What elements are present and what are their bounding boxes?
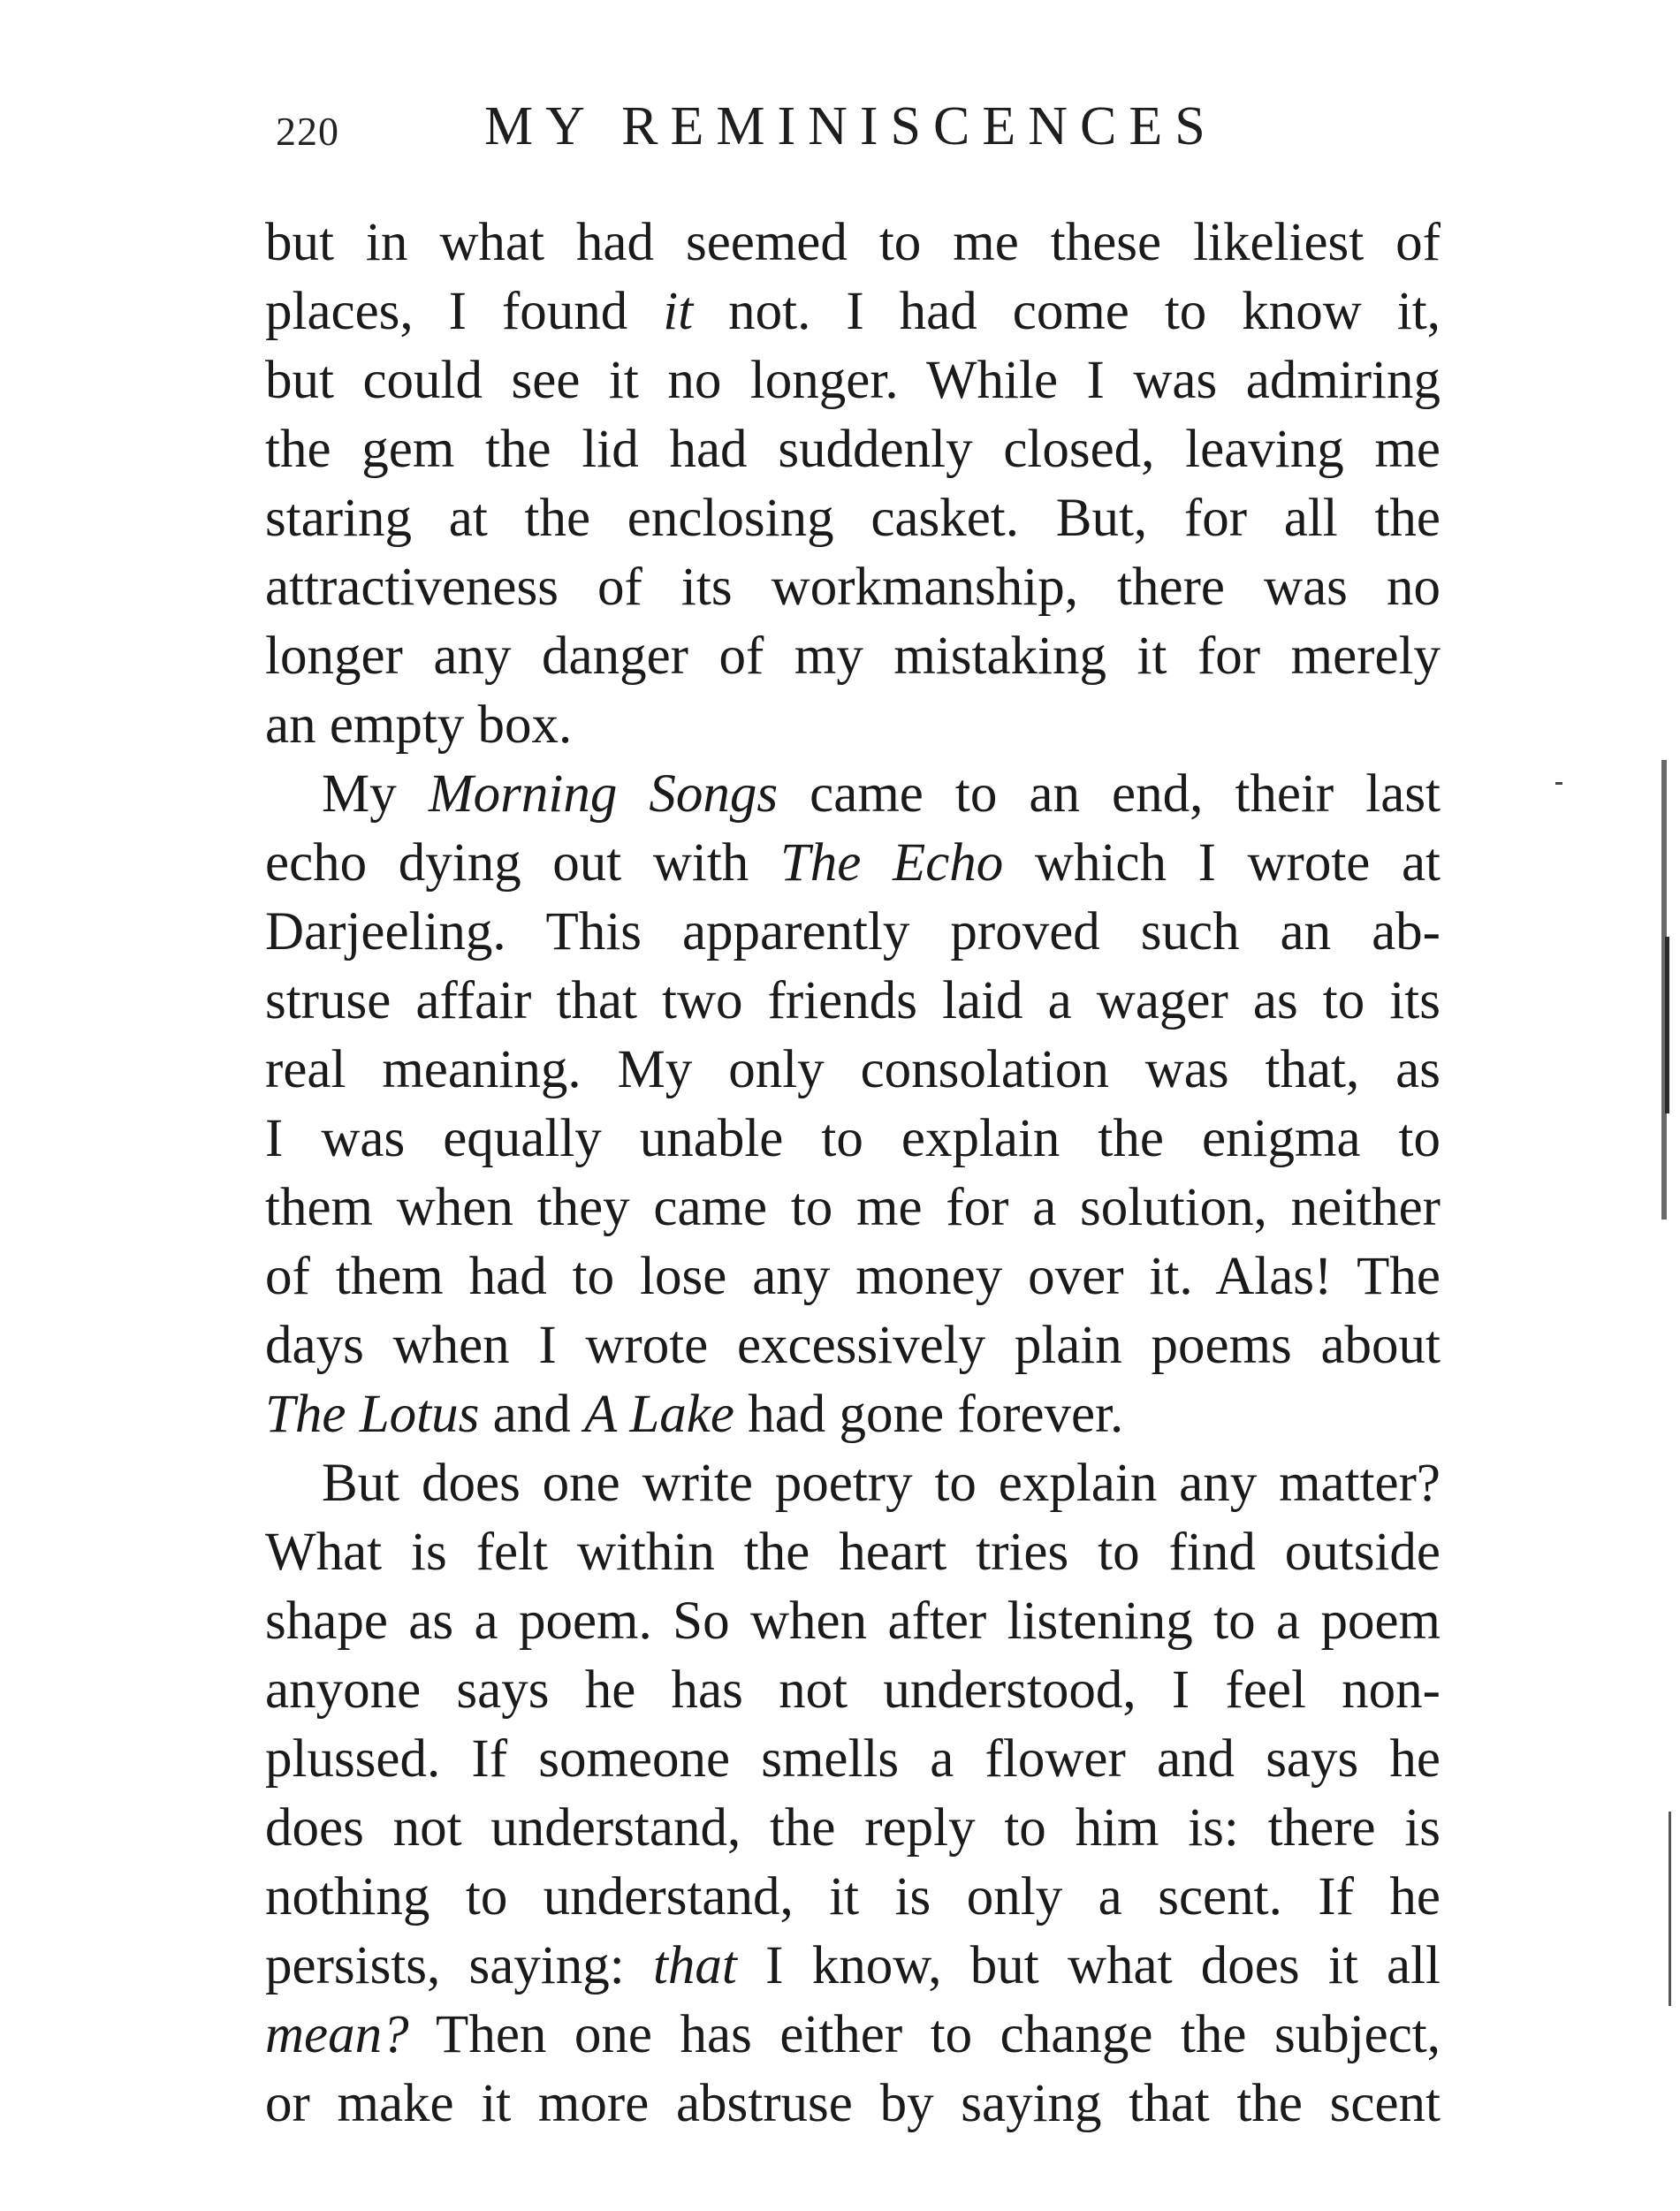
text-line: shape as a poem. So when after listening to a poem [265, 1592, 1441, 1651]
text-line: nothing to understand, it is only a scent. If he [265, 1867, 1441, 1926]
page-header [265, 95, 1441, 166]
page-number: 220 [276, 109, 339, 154]
text-line: persists, saying: that I know, but what does it all [265, 1936, 1441, 1995]
text-line: I was equally unable to explain the enigma to [265, 1109, 1441, 1168]
text-line: My Morning Songs came to an end, their last [322, 764, 1441, 824]
scan-artifact [1555, 782, 1562, 785]
text-line: but could see it no longer. While I was admiring [265, 351, 1441, 410]
text-line: The Lotus and A Lake had gone forever. [265, 1385, 1124, 1444]
italic-text: Morning Songs [428, 764, 779, 824]
scan-artifact [1669, 1812, 1671, 2006]
text-line: does not understand, the reply to him is: there is [265, 1798, 1441, 1858]
text-line: an empty box. [265, 695, 573, 755]
text-line: the gem the lid had suddenly closed, leaving me [265, 420, 1441, 479]
italic-text: that [652, 1936, 737, 1995]
italic-text: The Lotus [265, 1385, 480, 1444]
text-line: or make it more abstruse by saying that the scent [265, 2074, 1441, 2133]
italic-text: it [663, 282, 694, 341]
italic-text: A Lake [583, 1385, 734, 1444]
text-line: echo dying out with The Echo which I wrote at [265, 833, 1441, 893]
italic-text: The Echo [779, 833, 1004, 893]
text-line: anyone says he has not understood, I feel non- [265, 1660, 1441, 1720]
text-line: Darjeeling. This apparently proved such an ab- [265, 902, 1441, 961]
text-line: But does one write poetry to explain any matter? [322, 1454, 1441, 1513]
text-line: struse affair that two friends laid a wager as to its [265, 971, 1441, 1030]
text-line: attractiveness of its workmanship, there was no [265, 558, 1441, 617]
text-line: of them had to lose any money over it. Alas! The [265, 1247, 1441, 1306]
text-line: real meaning. My only consolation was that, as [265, 1040, 1441, 1099]
text-line: staring at the enclosing casket. But, for all the [265, 489, 1441, 548]
text-line: mean? Then one has either to change the subject, [265, 2005, 1441, 2064]
text-line: plussed. If someone smells a flower and says he [265, 1729, 1441, 1789]
text-line: What is felt within the heart tries to find outside [265, 1523, 1441, 1582]
text-line: days when I wrote excessively plain poems about [265, 1316, 1441, 1375]
italic-text: mean? [265, 2005, 409, 2064]
text-line: places, I found it not. I had come to know it, [265, 282, 1441, 341]
text-line: longer any danger of my mistaking it for merely [265, 627, 1441, 686]
body-text [265, 209, 1441, 2139]
running-title: MY REMINISCENCES [484, 96, 1218, 156]
text-line: but in what had seemed to me these likeliest of [265, 213, 1441, 272]
text-line: them when they came to me for a solution, neither [265, 1178, 1441, 1237]
scan-artifact [1665, 937, 1669, 1113]
